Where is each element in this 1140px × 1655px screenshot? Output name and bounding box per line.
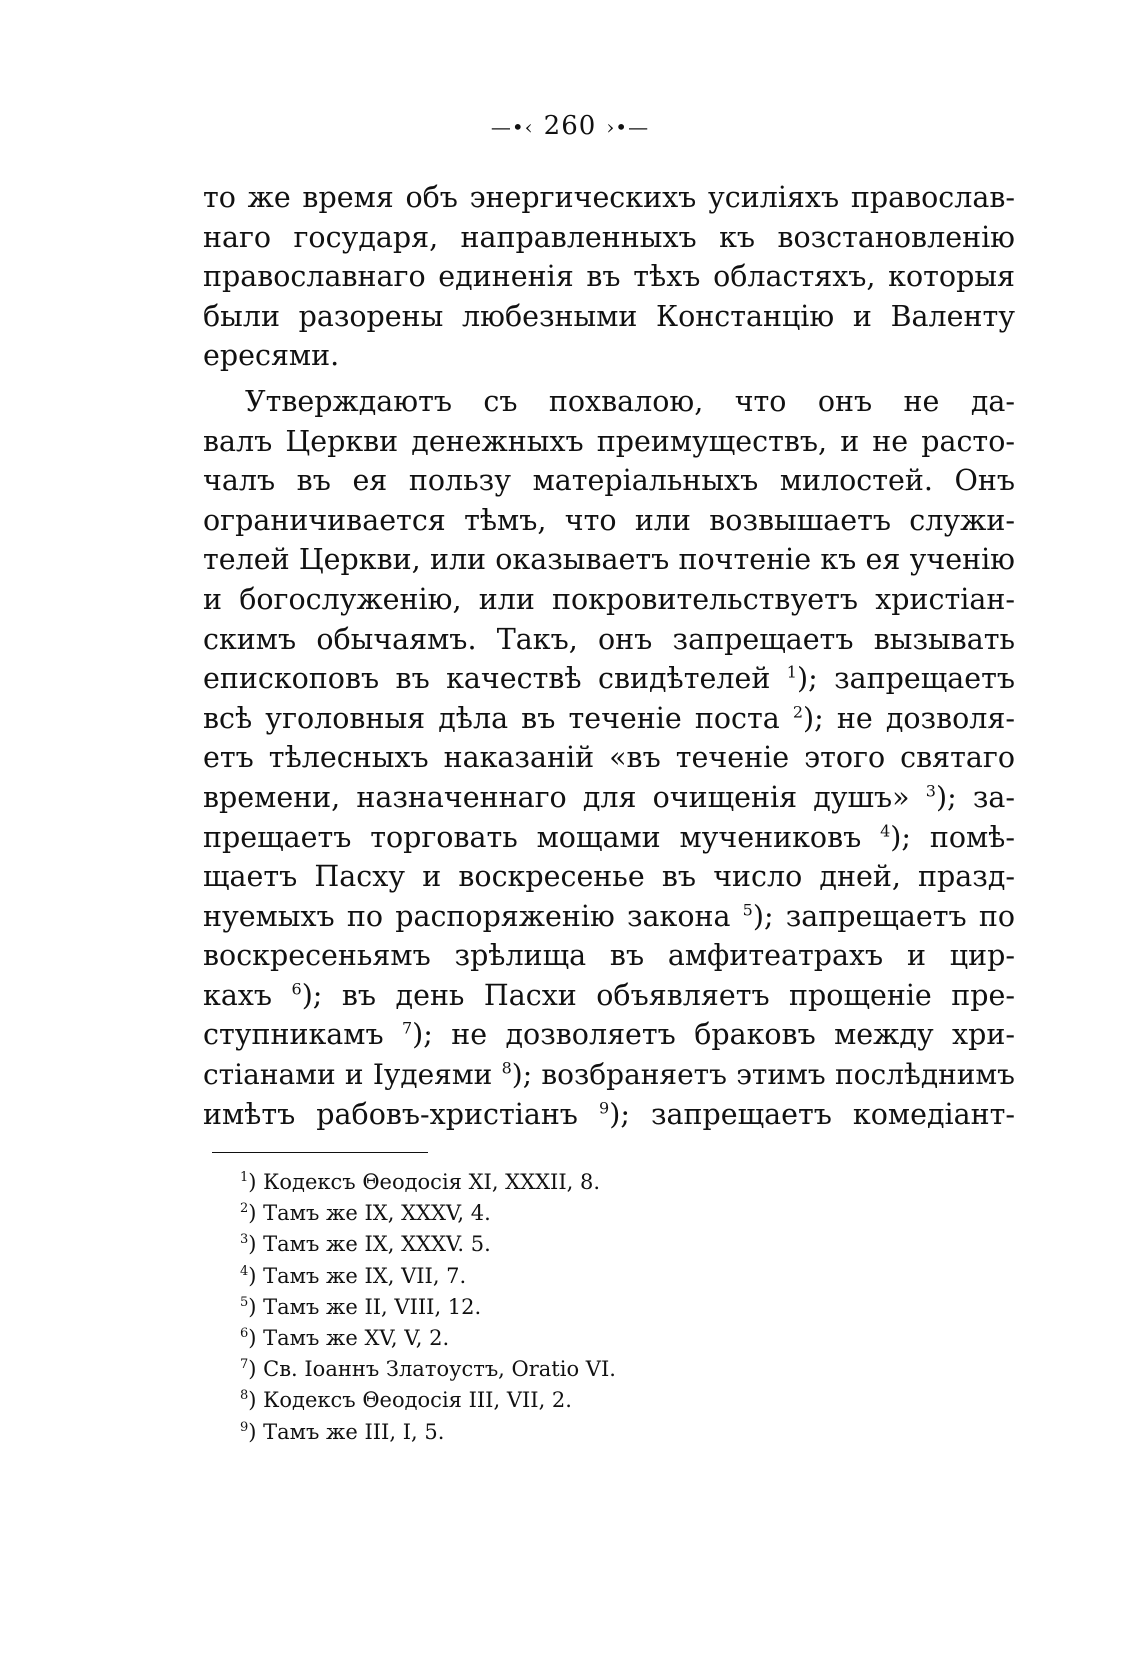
text-segment: прещаетъ торговать мощами мучениковъ <box>203 820 862 854</box>
text-line <box>203 1015 1015 1055</box>
footnote-text: ) Тамъ же IX, XXXV, 4. <box>248 1201 491 1226</box>
footnote-text: ) Тамъ же III, I, 5. <box>248 1419 445 1444</box>
footnote <box>240 1385 616 1416</box>
footnote-number: 1 <box>240 1170 249 1185</box>
text-line <box>203 976 1015 1016</box>
footnote-number: 6 <box>240 1325 249 1341</box>
ornament-right: ›•— <box>606 115 650 139</box>
footnote-ref[interactable]: 7 <box>401 1018 413 1038</box>
main-text <box>203 178 1015 1134</box>
footnote-number: 4 <box>240 1263 249 1279</box>
footnote-text: ) Св. Іоаннъ Златоустъ, Oratio VI. <box>248 1357 616 1382</box>
text-line: и богослуженію, или покровительствуетъ христіан- <box>203 582 1015 616</box>
footnote-ref[interactable]: 9 <box>599 1098 610 1118</box>
text-line: наго государя, направленныхъ къ возстановленію <box>203 220 1015 254</box>
text-line: чалъ въ ея пользу матеріальныхъ милостей. Онъ <box>203 464 1015 498</box>
footnote-text: ) Тамъ же II, VIII, 12. <box>248 1294 482 1319</box>
text-segment: всѣ уголовныя дѣла въ теченіе поста <box>203 701 780 735</box>
text-line: валъ Церкви денежныхъ преимуществъ, и не расто- <box>203 424 1015 458</box>
text-line: етъ тѣлесныхъ наказаній «въ теченіе этого святаго <box>203 741 1015 775</box>
text-line: были разорены любезными Констанцію и Валенту <box>203 299 1015 333</box>
text-segment: имѣтъ рабовъ-христіанъ <box>203 1097 578 1131</box>
footnote-ref[interactable]: 1 <box>786 662 797 682</box>
footnote-number: 9 <box>240 1419 249 1435</box>
footnote <box>240 1198 616 1229</box>
text-segment: ); не дозволя- <box>803 701 1016 735</box>
text-segment: ); помѣ- <box>890 820 1016 854</box>
footnote <box>240 1323 616 1354</box>
text-segment: ); запрещаетъ комедіант- <box>609 1097 1015 1131</box>
footnote-number: 3 <box>240 1232 249 1248</box>
text-segment: стіанами и Іудеями <box>203 1058 493 1092</box>
footnote <box>240 1261 616 1292</box>
text-segment: кахъ <box>203 978 273 1012</box>
text-line: Утверждаютъ съ похвалою, что онъ не да- <box>245 384 1015 418</box>
text-line <box>203 897 1015 937</box>
text-line <box>203 1095 1015 1135</box>
footnote <box>240 1229 616 1260</box>
footnote <box>240 1354 616 1385</box>
text-segment: ); не дозволяетъ браковъ между хри- <box>412 1018 1015 1052</box>
text-segment: ступникамъ <box>203 1018 384 1052</box>
footnote-text: ) Кодексъ Θеодосія XI, XXXII, 8. <box>248 1170 601 1194</box>
text-segment: ); за- <box>935 780 1015 814</box>
text-segment: ); въ день Пасхи объявляетъ прощеніе пре- <box>301 978 1016 1012</box>
footnote-text: ) Кодексъ Θеодосія III, VII, 2. <box>248 1388 572 1413</box>
text-line <box>203 699 1015 739</box>
text-line: православнаго единенія въ тѣхъ областяхъ, которыя <box>203 260 1015 294</box>
text-line <box>203 818 1015 858</box>
footnote-ref[interactable]: 3 <box>925 781 936 801</box>
text-line: скимъ обычаямъ. Такъ, онъ запрещаетъ вызывать <box>203 622 1015 656</box>
footnote-number: 7 <box>240 1357 249 1373</box>
footnotes <box>240 1167 616 1448</box>
footnote-ref[interactable]: 5 <box>742 900 753 920</box>
page-number: 260 <box>543 111 597 141</box>
ornament-left: —•‹ <box>490 115 534 139</box>
page-header <box>0 111 1140 141</box>
text-line <box>203 659 1015 699</box>
footnote-separator <box>212 1152 428 1153</box>
text-segment: ); запрещаетъ <box>796 662 1015 696</box>
footnote-ref[interactable]: 2 <box>792 702 804 722</box>
footnote <box>240 1417 616 1448</box>
footnote-number: 2 <box>240 1201 249 1217</box>
footnote-text: ) Тамъ же IX, VII, 7. <box>248 1263 467 1288</box>
text-line: воскресеньямъ зрѣлища въ амфитеатрахъ и цир- <box>203 939 1015 973</box>
footnote-text: ) Тамъ же IX, XXXV. 5. <box>248 1232 491 1257</box>
text-line: то же время объ энергическихъ усиліяхъ православ- <box>203 181 1015 214</box>
text-line: ограничивается тѣмъ, что или возвышаетъ служи- <box>203 503 1015 537</box>
footnote-text: ) Тамъ же XV, V, 2. <box>248 1325 450 1350</box>
text-segment: нуемыхъ по распоряженію закона <box>203 899 731 933</box>
text-line <box>203 778 1015 818</box>
footnote-ref[interactable]: 8 <box>501 1058 512 1078</box>
footnote-ref[interactable]: 6 <box>291 979 302 999</box>
text-segment: ); возбраняетъ этимъ послѣднимъ <box>511 1058 1015 1092</box>
footnote <box>240 1167 616 1198</box>
footnote <box>240 1292 616 1323</box>
text-segment: епископовъ въ качествѣ свидѣтелей <box>203 662 771 696</box>
text-segment: ); запрещаетъ по <box>752 899 1016 933</box>
footnote-ref[interactable]: 4 <box>880 821 891 840</box>
text-line: щаетъ Пасху и воскресенье въ число дней, празд- <box>203 860 1015 894</box>
footnote-number: 8 <box>240 1388 249 1404</box>
text-line <box>203 1055 1015 1095</box>
text-line: ересями. <box>203 339 340 373</box>
text-line: телей Церкви, или оказываетъ почтеніе къ ея ученію <box>203 543 1015 577</box>
footnote-number: 5 <box>240 1294 249 1310</box>
text-segment: времени, назначеннаго для очищенія душъ» <box>203 780 910 814</box>
